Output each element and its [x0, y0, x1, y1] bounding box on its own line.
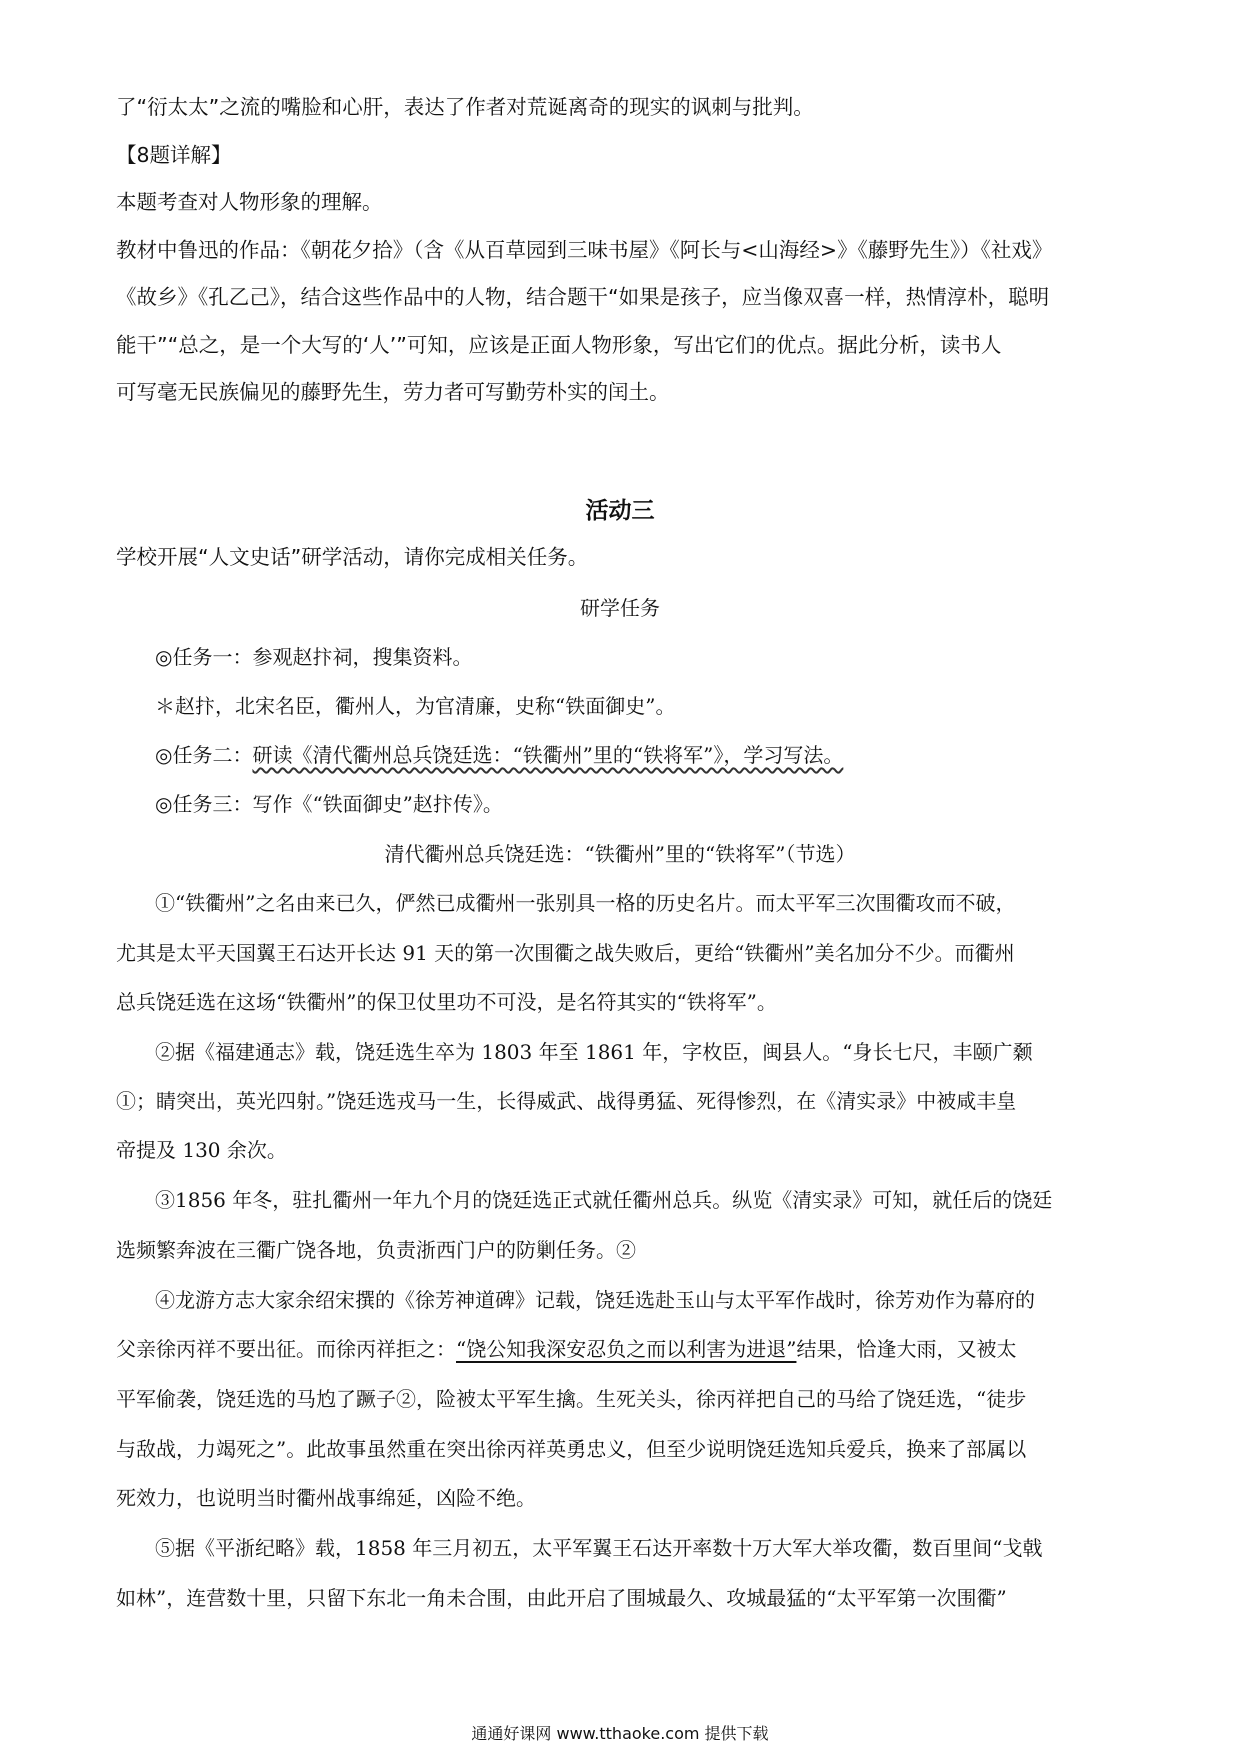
article-paragraph-line: 与敌战，力竭死之”。此故事虽然重在突出徐丙祥英勇忠义，但至少说明饶廷选知兵爱兵，换来了部属以: [116, 1437, 1027, 1461]
article-paragraph-line: 尤其是太平天国翼王石达开长达 91 天的第一次围衢之战失败后，更给“铁衢州”美名加分不少。而衢州: [116, 941, 1015, 965]
article-paragraph-line: 如林”，连营数十里，只留下东北一角未合围，由此开启了围城最久、攻城最猛的“太平军第一次围衢”: [116, 1586, 1007, 1610]
p4-text-before-quote: 父亲徐丙祥不要出征。而徐丙祥拒之：: [116, 1337, 456, 1361]
article-paragraph-line: ②据《福建通志》载，饶廷选生卒为 1803 年至 1861 年，字枚臣，闽县人。“身长七尺，丰颐广颡: [155, 1040, 1033, 1064]
q8-line: 能干”“总之，是一个大写的‘人’”可知，应该是正面人物形象，写出它们的优点。据此分析，读书人: [116, 333, 1002, 357]
task-two-wavy-text: 研读《清代衢州总兵饶廷选：“铁衢州”里的“铁将军”》，学习写法。: [252, 743, 844, 767]
answer-text-line: 了“衍太太”之流的嘴脸和心肝，表达了作者对荒诞离奇的现实的讽刺与批判。: [116, 95, 814, 119]
task-one-note: ＊赵抃，北宋名臣，衢州人，为官清廉，史称“铁面御史”。: [155, 694, 676, 718]
article-paragraph-line: 平军偷袭，饶廷选的马尥了蹶子②，险被太平军生擒。生死关头，徐丙祥把自己的马给了饶廷选，“徒步: [116, 1387, 1027, 1411]
q8-line: 《故乡》《孔乙己》，结合这些作品中的人物，结合题干“如果是孩子，应当像双喜一样，热情淳朴，聪明: [116, 285, 1050, 309]
article-paragraph-line: ④龙游方志大家余绍宋撰的《徐芳神道碑》记载，饶廷选赴玉山与太平军作战时，徐芳劝作为幕府的: [155, 1288, 1035, 1312]
q8-intro: 本题考查对人物形象的理解。: [116, 190, 383, 214]
article-paragraph-line: [116, 1334, 1016, 1364]
activity-intro: 学校开展“人文史话”研学活动，请你完成相关任务。: [116, 545, 589, 569]
task-two-label: ◎任务二：: [155, 743, 253, 767]
article-paragraph-line: 死效力，也说明当时衢州战事绵延，凶险不绝。: [116, 1486, 536, 1510]
page-footer: 通通好课网 www.tthaoke.com 提供下载: [471, 1724, 769, 1743]
article-title: 清代衢州总兵饶廷选：“铁衢州”里的“铁将军”（节选）: [384, 842, 856, 866]
article-paragraph-line: 选频繁奔波在三衢广饶各地，负责浙西门户的防剿任务。②: [116, 1238, 636, 1262]
activity-heading: 活动三: [585, 498, 655, 524]
article-paragraph-line: 帝提及 130 余次。: [116, 1138, 287, 1162]
article-paragraph-line: ①“铁衢州”之名由来已久，俨然已成衢州一张别具一格的历史名片。而太平军三次围衢攻而不破，: [155, 891, 1016, 915]
article-paragraph-line: 总兵饶廷选在这场“铁衢州”的保卫仗里功不可没，是名符其实的“铁将军”。: [116, 990, 777, 1014]
task-three: ◎任务三：写作《“铁面御史”赵抃传》。: [155, 792, 503, 816]
task-one: ◎任务一：参观赵抃祠，搜集资料。: [155, 645, 473, 669]
q8-line: 可写毫无民族偏见的藤野先生，劳力者可写勤劳朴实的闰土。: [116, 380, 670, 404]
article-paragraph-line: ⑤据《平浙纪略》载，1858 年三月初五，太平军翼王石达开率数十万大军大举攻衢，数百里间“戈戟: [155, 1536, 1043, 1560]
q8-section-title: 【8题详解】: [116, 143, 232, 167]
p4-underlined-quote: “饶公知我深安忍负之而以利害为进退”: [456, 1337, 797, 1361]
article-paragraph-line: ①；睛突出，英光四射。”饶廷选戎马一生，长得威武、战得勇猛、死得惨烈，在《清实录》中被咸丰皇: [116, 1089, 1017, 1113]
p4-text-after-quote: 结果，恰逢大雨，又被太: [796, 1337, 1017, 1361]
task-two: [155, 740, 843, 770]
research-task-title: 研学任务: [580, 596, 660, 620]
q8-line: 教材中鲁迅的作品：《朝花夕拾》（含《从百草园到三味书屋》《阿长与<山海经>》《藤野先生》）《社戏》: [116, 238, 1053, 262]
article-paragraph-line: ③1856 年冬，驻扎衢州一年九个月的饶廷选正式就任衢州总兵。纵览《清实录》可知，就任后的饶廷: [155, 1188, 1053, 1212]
